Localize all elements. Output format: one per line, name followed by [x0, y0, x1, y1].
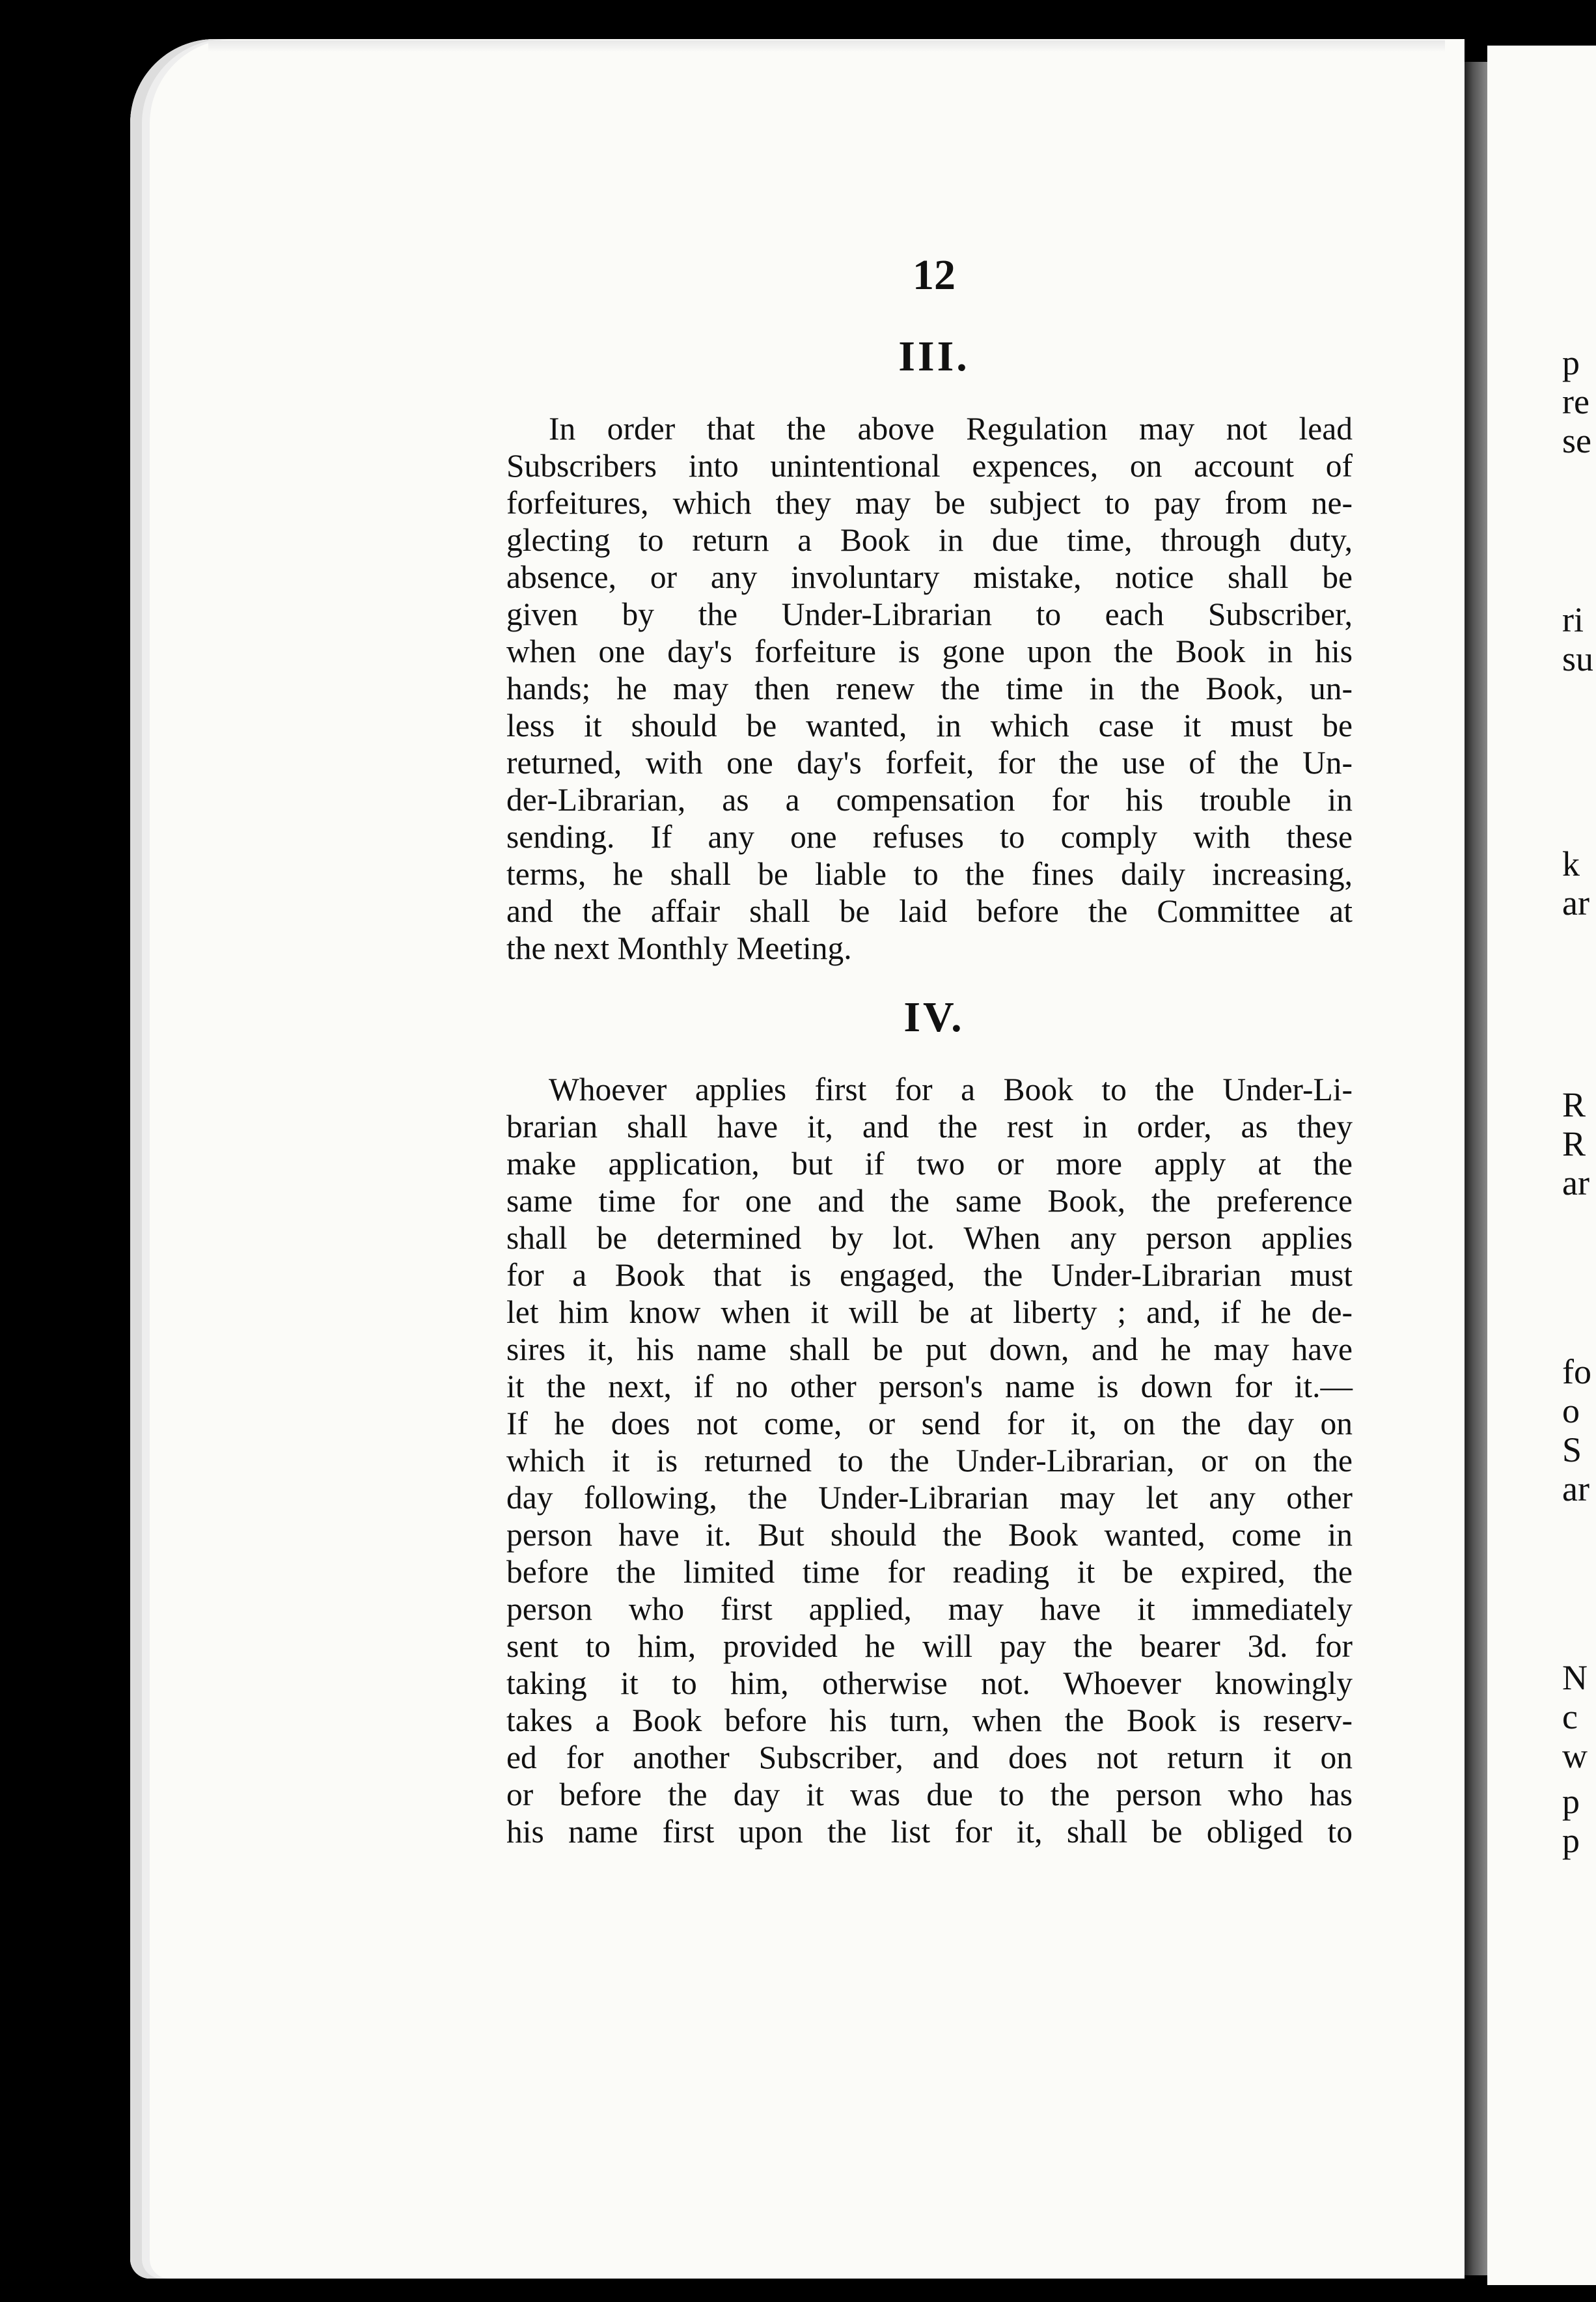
book-gutter: [1465, 62, 1487, 2275]
facing-fragment: p: [1562, 343, 1580, 382]
text-line: person who first applied, may have it immediately: [506, 1591, 1353, 1627]
facing-fragment: p: [1562, 1821, 1580, 1860]
section-iii-paragraph: [506, 410, 1353, 967]
text-line: person have it. But should the Book wanted, come in: [506, 1517, 1353, 1553]
text-line: same time for one and the same Book, the preference: [506, 1183, 1353, 1219]
facing-fragment: se: [1562, 421, 1591, 460]
facing-fragment: o: [1562, 1391, 1580, 1430]
facing-fragment: k: [1562, 844, 1580, 883]
facing-fragment: su: [1562, 639, 1594, 678]
page-top-edge: [208, 40, 1445, 52]
facing-fragment: w: [1562, 1736, 1588, 1775]
section-heading-iii: III.: [898, 333, 970, 380]
facing-fragment: S: [1562, 1430, 1582, 1469]
text-line: sending. If any one refuses to comply with these: [506, 819, 1353, 855]
facing-fragment: ar: [1562, 1469, 1589, 1508]
text-line: Subscribers into unintentional expences, on account of: [506, 448, 1353, 484]
section-heading-iv: IV.: [903, 993, 965, 1041]
text-line: sires it, his name shall be put down, and he may have: [506, 1331, 1353, 1367]
text-line: taking it to him, otherwise not. Whoever knowingly: [506, 1665, 1353, 1701]
text-line: absence, or any involuntary mistake, notice shall be: [506, 559, 1353, 595]
facing-fragment: ri: [1562, 600, 1584, 639]
facing-fragment: R: [1562, 1124, 1586, 1163]
text-line: day following, the Under-Librarian may let any other: [506, 1480, 1353, 1516]
facing-fragment: ar: [1562, 883, 1589, 922]
text-line: glecting to return a Book in due time, through duty,: [506, 522, 1353, 558]
facing-fragment: fo: [1562, 1352, 1591, 1391]
text-line: let him know when it will be at liberty ; and, if he de-: [506, 1294, 1353, 1330]
facing-fragment: p: [1562, 1782, 1580, 1821]
text-line: make application, but if two or more apply at the: [506, 1146, 1353, 1182]
text-line: In order that the above Regulation may not lead: [549, 411, 1353, 447]
page-number: 12: [913, 251, 956, 299]
text-line: given by the Under-Librarian to each Subscriber,: [506, 596, 1353, 632]
text-line: Whoever applies first for a Book to the Under-Li-: [549, 1072, 1353, 1107]
text-line: If he does not come, or send for it, on the day on: [506, 1406, 1353, 1441]
text-line: before the limited time for reading it be expired, the: [506, 1554, 1353, 1590]
text-line: takes a Book before his turn, when the Book is reserv-: [506, 1702, 1353, 1738]
facing-fragment: ar: [1562, 1163, 1589, 1202]
text-line: or before the day it was due to the person who has: [506, 1777, 1353, 1812]
text-line: der-Librarian, as a compensation for his trouble in: [506, 782, 1353, 818]
facing-fragment: c: [1562, 1697, 1578, 1736]
text-line: hands; he may then renew the time in the Book, un-: [506, 671, 1353, 706]
text-line: his name first upon the list for it, shall be obliged to: [506, 1814, 1353, 1850]
text-line: and the affair shall be laid before the Committee at: [506, 893, 1353, 929]
text-line: shall be determined by lot. When any person applies: [506, 1220, 1353, 1256]
text-line: when one day's forfeiture is gone upon the Book in his: [506, 633, 1353, 669]
text-line: the next Monthly Meeting.: [506, 930, 852, 966]
facing-fragment: re: [1562, 382, 1589, 421]
text-line: brarian shall have it, and the rest in order, as they: [506, 1109, 1353, 1144]
text-line: less it should be wanted, in which case it must be: [506, 708, 1353, 743]
text-line: it the next, if no other person's name is down for it.—: [506, 1368, 1353, 1404]
text-line: terms, he shall be liable to the fines daily increasing,: [506, 856, 1353, 892]
facing-fragment: N: [1562, 1658, 1588, 1697]
text-line: for a Book that is engaged, the Under-Librarian must: [506, 1257, 1353, 1293]
text-line: ed for another Subscriber, and does not return it on: [506, 1740, 1353, 1775]
section-iv-paragraph: [506, 1071, 1353, 1850]
text-line: returned, with one day's forfeit, for the use of the Un-: [506, 745, 1353, 781]
text-line: which it is returned to the Under-Librarian, or on the: [506, 1443, 1353, 1478]
text-line: sent to him, provided he will pay the bearer 3d. for: [506, 1628, 1353, 1664]
facing-fragment: R: [1562, 1085, 1586, 1124]
text-line: forfeitures, which they may be subject to pay from ne-: [506, 485, 1353, 521]
